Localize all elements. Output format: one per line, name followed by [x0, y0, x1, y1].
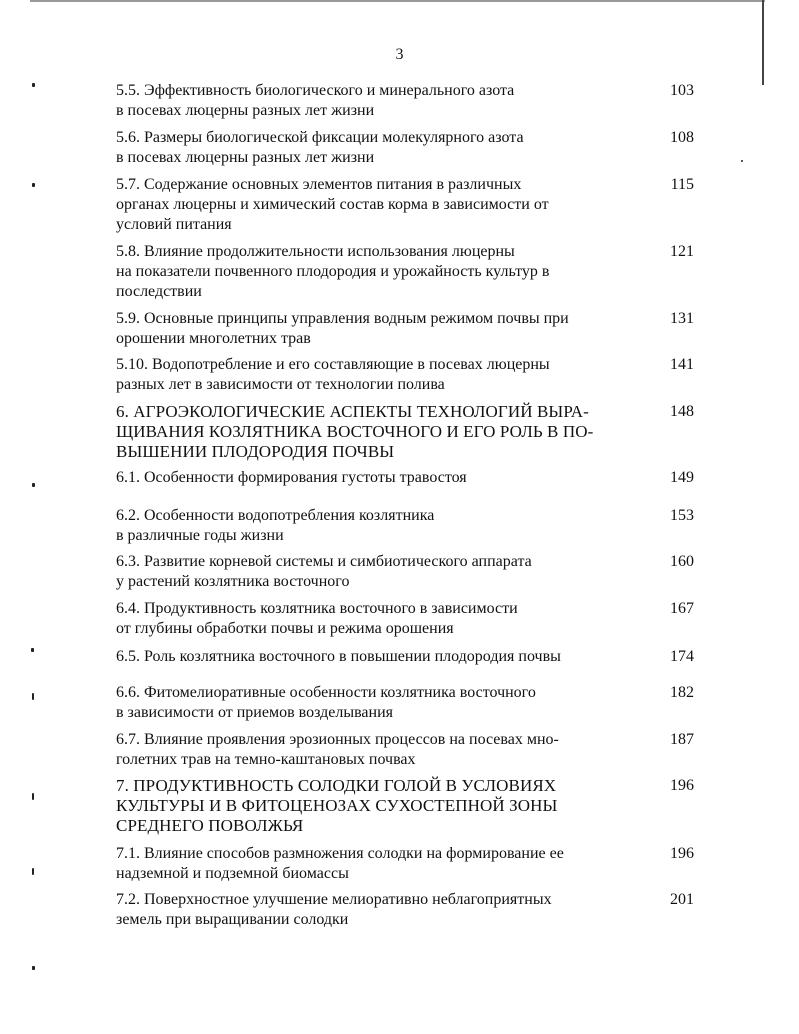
toc-entry-page: 153 — [670, 507, 694, 524]
toc-entry-page: 115 — [670, 176, 694, 193]
toc-entry — [116, 647, 706, 667]
scan-speck — [32, 483, 35, 487]
toc-chapter-heading — [116, 776, 706, 836]
page-number: 3 — [395, 46, 404, 63]
toc-entry-page: 196 — [670, 777, 694, 794]
toc-entry-page: 148 — [670, 403, 694, 420]
toc-entry-page: 121 — [670, 243, 694, 260]
toc-entry-title: 5.9. Основные принципы управления водным режимом почвы при орошении многолетних трав — [116, 310, 569, 347]
toc-entry-page: 201 — [670, 891, 694, 908]
toc-entry-title: 5.7. Содержание основных элементов питания в различных органах люцерны и химический состав корма в зависимости от условий питания — [116, 176, 549, 233]
toc-entry — [116, 730, 706, 770]
toc-entry-page: 141 — [670, 356, 694, 373]
toc-entry-page: 174 — [670, 648, 694, 665]
toc-entry-title: 6.4. Продуктивность козлятника восточного в зависимости от глубины обработки почвы и режима орошения — [116, 600, 518, 637]
toc-entry — [116, 128, 706, 168]
scan-speck — [32, 693, 34, 700]
toc-entry — [116, 175, 706, 235]
toc-entry-title: 6.7. Влияние проявления эрозионных процессов на посевах мно- голетних трав на темно-каштановых почвах — [116, 731, 559, 768]
toc-entry-page: 182 — [670, 684, 694, 701]
scan-speck — [32, 868, 34, 875]
toc-entry — [116, 552, 706, 592]
toc-entry — [116, 309, 706, 349]
toc-entry-title: 5.6. Размеры биологической фиксации молекулярного азота в посевах люцерны разных лет жизни — [116, 129, 524, 166]
scan-top-border — [30, 0, 765, 2]
toc-entry-page: 149 — [670, 469, 694, 486]
toc-entry — [116, 890, 706, 930]
toc-entry-title: 5.10. Водопотребление и его составляющие в посевах люцерны разных лет в зависимости от технологии полива — [116, 356, 550, 393]
scan-speck — [741, 160, 743, 162]
toc-entry-title: 6.3. Развитие корневой системы и симбиотического аппарата у растений козлятника восточного — [116, 553, 532, 590]
toc-entry-page: 103 — [670, 82, 694, 99]
toc-entry — [116, 355, 706, 395]
scan-speck — [32, 83, 35, 87]
toc-entry — [116, 81, 706, 121]
scan-speck — [32, 793, 34, 800]
toc-entry-title: 6.5. Роль козлятника восточного в повышении плодородия почвы — [116, 648, 561, 665]
toc-entry-page: 187 — [670, 731, 694, 748]
toc-entry-title: 7. ПРОДУКТИВНОСТЬ СОЛОДКИ ГОЛОЙ В УСЛОВИЯХ КУЛЬТУРЫ И В ФИТОЦЕНОЗАХ СУХОСТЕПНОЙ ЗОНЫ СРЕДНЕГО ПОВОЛЖЬЯ — [116, 776, 558, 835]
toc-entry-title: 5.8. Влияние продолжительности использования люцерны на показатели почвенного плодородия и урожайность культур в последствии — [116, 243, 550, 300]
scan-speck — [32, 966, 35, 970]
toc-entry-title: 6.2. Особенности водопотребления козлятника в различные годы жизни — [116, 507, 435, 544]
scan-speck — [31, 648, 34, 652]
toc-entry-title: 6.1. Особенности формирования густоты травостоя — [116, 469, 467, 486]
toc-entry — [116, 599, 706, 639]
toc-entry-page: 160 — [670, 553, 694, 570]
toc-entry — [116, 683, 706, 723]
toc-entry-page: 196 — [670, 845, 694, 862]
scan-speck — [32, 183, 35, 187]
toc-entry — [116, 242, 706, 302]
toc-entry-page: 167 — [670, 600, 694, 617]
toc-entry — [116, 468, 706, 488]
toc-entry-title: 6. АГРОЭКОЛОГИЧЕСКИЕ АСПЕКТЫ ТЕХНОЛОГИЙ ВЫРА- ЩИВАНИЯ КОЗЛЯТНИКА ВОСТОЧНОГО И ЕГО РОЛЬ В ПО- ВЫШЕНИИ ПЛОДОРОДИЯ ПОЧВЫ — [116, 402, 594, 461]
toc-entry-title: 7.1. Влияние способов размножения солодки на формирование ее надземной и подземной биомассы — [116, 845, 564, 882]
toc-entry-title: 7.2. Поверхностное улучшение мелиоративно неблагоприятных земель при выращивании солодки — [116, 891, 552, 928]
scan-right-border — [762, 0, 764, 85]
toc-entry-page: 108 — [670, 129, 694, 146]
toc-entry-page: 131 — [670, 310, 694, 327]
toc-entry-title: 6.6. Фитомелиоративные особенности козлятника восточного в зависимости от приемов возделывания — [116, 684, 536, 721]
toc-entry — [116, 506, 706, 546]
toc-chapter-heading — [116, 402, 706, 462]
toc-entry — [116, 844, 706, 884]
toc-entry-title: 5.5. Эффективность биологического и минерального азота в посевах люцерны разных лет жизни — [116, 82, 515, 119]
